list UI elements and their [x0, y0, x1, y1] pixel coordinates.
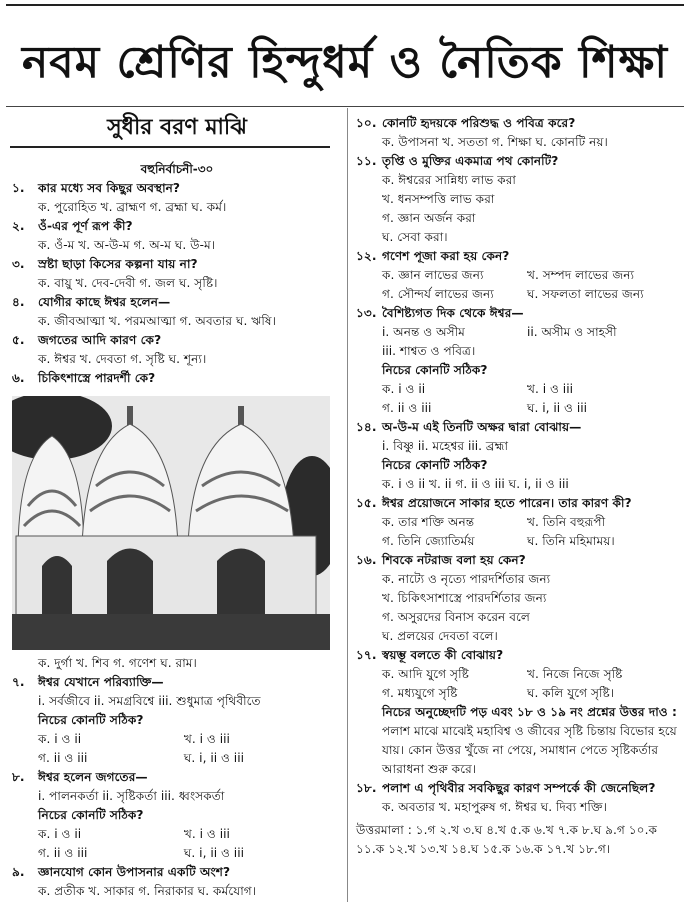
- option: গ. ii ও iii: [38, 846, 88, 860]
- question-number: ৩.: [12, 257, 25, 271]
- passage: পলাশ মাঝে মাঝেই মহাবিশ্ব ও জীবের সৃষ্টি চিন্তায় বিভোর হয়ে যায়। কোন উত্তর খুঁজে না পেয়ে, সমাধান পেতে সৃষ্টিকর্তার আরাধনা শুরু করে।: [382, 724, 677, 776]
- options: ক. জীবআত্মা খ. পরমআত্মা গ. অবতার ঘ. ঋষি।: [38, 314, 276, 328]
- author-divider: [10, 146, 330, 148]
- question-number: ১৫.: [356, 496, 377, 510]
- options: ক. দুর্গা খ. শিব গ. গণেশ ঘ. রাম।: [38, 656, 197, 670]
- option: খ. i ও iii: [526, 382, 573, 396]
- question-text: কোনটি হৃদয়কে পরিশুদ্ধ ও পবিত্র করে?: [382, 116, 576, 130]
- question-number: ১০.: [356, 116, 377, 130]
- question-text: শিবকে নটরাজ বলা হয় কেন?: [382, 553, 526, 567]
- options: ক. প্রতীক খ. সাকার গ. নিরাকার ঘ. কর্মযোগ।: [38, 884, 257, 898]
- prompt: নিচের কোনটি সঠিক?: [38, 713, 144, 727]
- statements: i. সর্বজীবে ii. সমগ্রবিশ্বে iii. শুধুমাত্র পৃথিবীতে: [38, 694, 261, 708]
- left-column-bottom: [12, 654, 342, 901]
- question-number: ৫.: [12, 333, 25, 347]
- question-2: [12, 217, 342, 236]
- option: ক. তার শক্তি অনন্ত: [382, 515, 475, 529]
- options: ক. উপাসনা খ. সততা গ. শিক্ষা ঘ. কোনটি নয়।: [382, 135, 608, 149]
- question-7: [12, 673, 342, 692]
- question-text: জগতের আদি কারণ কে?: [38, 333, 162, 347]
- title-divider: [6, 106, 684, 107]
- option: ক. জ্ঞান লাভের জন্য: [382, 268, 484, 282]
- options: ক. অবতার খ. মহাপুরুষ গ. ঈশ্বর ঘ. দিব্য শক্তি।: [382, 800, 608, 814]
- question-15: [356, 494, 684, 513]
- question-text: ঈশ্বর প্রয়োজনে সাকার হতে পারেন। তার কারণ কী?: [382, 496, 632, 510]
- question-17: [356, 646, 684, 665]
- option: ক. i ও ii: [38, 827, 82, 841]
- question-number: ১৩.: [356, 306, 377, 320]
- page-title: নবম শ্রেণির হিন্দুধর্ম ও নৈতিক শিক্ষা: [22, 37, 668, 88]
- question-text: বৈশিষ্ট্যগত দিক থেকে ঈশ্বর—: [382, 306, 524, 320]
- options-grid: [12, 825, 342, 863]
- question-14: [356, 418, 684, 437]
- option: ক. i ও ii: [382, 382, 426, 396]
- question-number: ১৬.: [356, 553, 377, 567]
- question-9: [12, 863, 342, 882]
- question-13: [356, 304, 684, 323]
- question-number: ৬.: [12, 371, 25, 385]
- statement: iii. শাশ্বত ও পবিত্র।: [382, 344, 476, 358]
- temple-illustration: [12, 396, 330, 650]
- option: খ. চিকিৎসাশাস্ত্রে পারদর্শিতার জন্য: [382, 591, 547, 605]
- question-number: ১৪.: [356, 420, 377, 434]
- option: খ. ধনসম্পত্তি লাভ করা: [382, 192, 495, 206]
- statements: i. বিষ্ণু ii. মহেশ্বর iii. ব্রহ্মা: [382, 439, 509, 453]
- question-number: ৯.: [12, 865, 25, 879]
- options: ক. i ও ii খ. ii গ. ii ও iii ঘ. i, ii ও iii: [382, 477, 569, 491]
- question-text: ওঁ-এর পূর্ণ রূপ কী?: [38, 219, 133, 233]
- prompt: নিচের কোনটি সঠিক?: [382, 363, 488, 377]
- option: ক. i ও ii: [38, 732, 82, 746]
- option: ঘ. তিনি মহিমাময়।: [526, 534, 615, 548]
- left-column-top: [12, 160, 342, 388]
- question-3: [12, 255, 342, 274]
- option: খ. i ও iii: [183, 827, 230, 841]
- options-grid: [356, 513, 684, 551]
- question-16: [356, 551, 684, 570]
- top-rule: [6, 4, 684, 6]
- question-text: জ্ঞানযোগ কোন উপাসনার একটি অংশ?: [38, 865, 231, 879]
- option: খ. নিজে নিজে সৃষ্টি: [526, 667, 623, 681]
- question-text: চিকিৎশাস্ত্রে পারদর্শী কে?: [38, 371, 156, 385]
- question-number: ১৮.: [356, 781, 377, 795]
- prompt: নিচের কোনটি সঠিক?: [382, 458, 488, 472]
- option: গ. অসুরদের বিনাস করেন বলে: [382, 610, 530, 624]
- question-text: স্বয়ম্ভূ বলতে কী বোঝায়?: [382, 648, 504, 662]
- options-grid: [356, 266, 684, 304]
- question-text: অ-উ-ম এই তিনটি অক্ষর দ্বারা বোঝায়—: [382, 420, 582, 434]
- question-10: [356, 114, 684, 133]
- prompt: নিচের কোনটি সঠিক?: [38, 808, 144, 822]
- option: ঘ. i, ii ও iii: [183, 846, 244, 860]
- options: ক. ওঁ-ম খ. অ-উ-ম গ. অ-ম ঘ. উ-ম।: [38, 238, 216, 252]
- question-12: [356, 247, 684, 266]
- question-number: ১১.: [356, 154, 377, 168]
- option: গ. ii ও iii: [382, 401, 432, 415]
- question-text: কার মধ্যে সব কিছুর অবস্থান?: [38, 181, 180, 195]
- statements-grid: [356, 323, 684, 342]
- option: খ. সম্পদ লাভের জন্য: [526, 268, 635, 282]
- question-text: গণেশ পূজা করা হয় কেন?: [382, 249, 510, 263]
- answer-key: উত্তরমালা : ১.গ ২.খ ৩.ঘ ৪.খ ৫.ক ৬.খ ৭.ক ৮.ঘ ৯.গ ১০.ক ১১.ক ১২.খ ১৩.খ ১৪.ঘ ১৫.ক ১৬.ক ১৭.খ ১৮.গ।: [356, 823, 657, 856]
- question-number: ১.: [12, 181, 25, 195]
- option: গ. ii ও iii: [38, 751, 88, 765]
- option: খ. i ও iii: [183, 732, 230, 746]
- temple-base: [16, 536, 316, 616]
- option: ঘ. i, ii ও iii: [183, 751, 244, 765]
- question-text: ঈশ্বর হলেন জগতের—: [38, 770, 148, 784]
- section-label: বহুনির্বাচনী-৩০: [140, 162, 214, 176]
- passage-intro: নিচের অনুচ্ছেদটি পড় এবং ১৮ ও ১৯ নং প্রশ্নের উত্তর দাও :: [382, 705, 677, 719]
- options: ক. ঈশ্বর খ. দেবতা গ. সৃষ্টি ঘ. শূন্য।: [38, 352, 207, 366]
- question-6: [12, 369, 342, 388]
- question-number: ১৭.: [356, 648, 377, 662]
- options-grid: [356, 380, 684, 418]
- author-name: সুধীর বরণ মাঝি: [107, 114, 247, 140]
- option: ক. ঈশ্বরের সান্নিধ্য লাভ করা: [382, 173, 516, 187]
- option: খ. তিনি বহুরূপী: [526, 515, 606, 529]
- question-5: [12, 331, 342, 350]
- right-column: [356, 114, 684, 859]
- option: ক. নাট্যে ও নৃত্যে পারদর্শিতার জন্য: [382, 572, 551, 586]
- question-number: ৪.: [12, 295, 25, 309]
- question-4: [12, 293, 342, 312]
- question-number: ১২.: [356, 249, 377, 263]
- question-number: ২.: [12, 219, 25, 233]
- question-18: [356, 779, 684, 798]
- column-divider: [347, 108, 348, 902]
- question-8: [12, 768, 342, 787]
- question-text: যোগীর কাছে ঈশ্বর হলেন—: [38, 295, 171, 309]
- option: ঘ. সফলতা লাভের জন্য: [526, 287, 644, 301]
- temple-photo: [12, 396, 330, 650]
- statement: i. অনন্ত ও অসীম: [382, 325, 465, 339]
- question-number: ৮.: [12, 770, 25, 784]
- option: গ. মধ্যযুগে সৃষ্টি: [382, 686, 458, 700]
- option: গ. জ্ঞান অর্জন করা: [382, 211, 476, 225]
- question-11: [356, 152, 684, 171]
- question-text: পলাশ এ পৃথিবীর সবকিছুর কারণ সম্পর্কে কী জেনেছিল?: [382, 781, 656, 795]
- option: ঘ. i, ii ও iii: [526, 401, 588, 415]
- option: ঘ. কলি যুগে সৃষ্টি।: [526, 686, 615, 700]
- statement: ii. অসীম ও সাহসী: [526, 325, 617, 339]
- question-text: স্রষ্টা ছাড়া কিসের কল্পনা যায় না?: [38, 257, 198, 271]
- question-1: [12, 179, 342, 198]
- option: ঘ. প্রলয়ের দেবতা বলে।: [382, 629, 498, 643]
- statements: i. পালনকর্তা ii. সৃষ্টিকর্তা iii. ধ্বংসকর্তা: [38, 789, 225, 803]
- question-text: তৃপ্তি ও মুক্তির একমাত্র পথ কোনটি?: [382, 154, 559, 168]
- option: ক. আদি যুগে সৃষ্টি: [382, 667, 469, 681]
- option: গ. তিনি জ্যোতির্ময়: [382, 534, 475, 548]
- photo-ground: [12, 614, 330, 650]
- options: ক. পুরোহিত খ. ব্রাহ্মণ গ. ব্রহ্মা ঘ. কর্ম।: [38, 200, 227, 214]
- option: গ. সৌন্দর্য লাভের জন্য: [382, 287, 494, 301]
- options: ক. বায়ু খ. দেব-দেবী গ. জল ঘ. সৃষ্টি।: [38, 276, 218, 290]
- question-text: ঈশ্বর যেখানে পরিব্যাক্তি—: [38, 675, 164, 689]
- question-number: ৭.: [12, 675, 25, 689]
- option: ঘ. সেবা করা।: [382, 230, 448, 244]
- options-grid: [356, 665, 684, 703]
- options-grid: [12, 730, 342, 768]
